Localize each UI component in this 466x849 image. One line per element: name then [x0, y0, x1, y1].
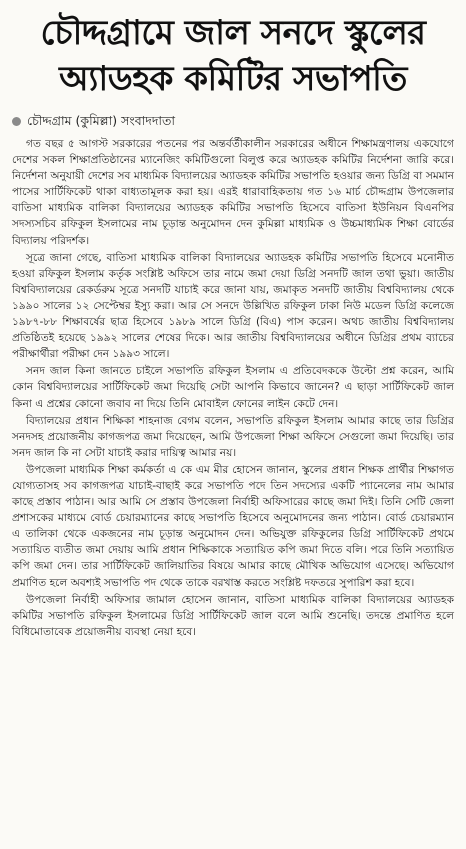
headline-line-1: চৌদ্দগ্রামে জাল সনদে স্কুলের [40, 13, 426, 53]
article-body [0, 130, 466, 640]
dateline-place: চৌদ্দগ্রাম (কুমিল্লা) [27, 113, 118, 128]
article-paragraph-3: সনদ জাল কিনা জানতে চাইলে সভাপতি রফিকুল ইসলাম এ প্রতিবেদককে উল্টো প্রশ্ন করেন, আমি কোন বিশ্ববিদ্যালয়ের সার্টিফিকেট জমা দিয়েছি সেটা আপনি কিভাবে জানেন? এ ছাড়া সার্টিফিকেট জাল কিনা এ প্রশ্নের কোনো জবাব না দিয়ে তিনি মোবাইল ফোনের লাইন কেটে দেন। [12, 365, 454, 410]
reporter-credit: সংবাদদাতা [121, 113, 176, 128]
article-paragraph-1: গত বছর ৫ আগস্ট সরকারের পতনের পর অন্তর্বর্তীকালীন সরকারের অধীনে শিক্ষামন্ত্রণালয় একযোগে দেশের সকল শিক্ষাপ্রতিষ্ঠানের ম্যানেজিং কমিটিগুলো বিলুপ্ত করে অ্যাডহক কমিটির নির্দেশনা জারি করে। নির্দেশনা অনুযায়ী দেশের সব মাধ্যমিক বিদ্যালয়ের অ্যাডহক কমিটির সভাপতি হওয়ার জন্য ডিগ্রি বা সমমান পাসের সার্টিফিকেট থাকা বাধ্যতামূলক করা হয়। এরই ধারাবাহিকতায় গত ১৬ মার্চ চৌদ্দগ্রাম উপজেলার বাতিসা মাধ্যমিক বালিকা বিদ্যালয়ের অ্যাডহক কমিটির সভাপতি হিসেবে বাতিসা ইউনিয়ন বিএনপির সদস্যসচিব রফিকুল ইসলামের নাম চূড়ান্ত অনুমোদন দেন কুমিল্লা মাধ্যমিক ও উচ্চমাধ্যমিক শিক্ষা বোর্ডের বিদ্যালয় পরিদর্শক। [12, 138, 454, 247]
article-paragraph-6: উপজেলা নির্বাহী অফিসার জামাল হোসেন জানান, বাতিসা মাধ্যমিক বালিকা বিদ্যালয়ের অ্যাডহক কমিটির সভাপতি রফিকুল ইসলামের ডিগ্রি সার্টিফিকেট জাল বলে আমি শুনেছি। তদন্তে প্রমাণিত হলে বিধিমোতাবেক প্রয়োজনীয় ব্যবস্থা নেয়া হবে। [12, 593, 454, 638]
bullet-dot-icon [12, 117, 21, 126]
headline [0, 0, 466, 102]
article-paragraph-4: বিদ্যালয়ের প্রধান শিক্ষিকা শাহনাজ বেগম বলেন, সভাপতি রফিকুল ইসলাম আমার কাছে তার ডিগ্রির সনদসহ প্রয়োজনীয় কাগজপত্র জমা দিয়েছেন, আমি উপজেলা শিক্ষা অফিসে সেগুলো জমা দিয়েছি। তার সনদ জাল কি না সেটা যাচাই করার দায়িত্ব আমার নয়। [12, 414, 454, 459]
article-paragraph-2: সূত্রে জানা গেছে, বাতিসা মাধ্যমিক বালিকা বিদ্যালয়ের অ্যাডহক কমিটির সভাপতি হিসেবে মনোনীত হওয়া রফিকুল ইসলাম কর্তৃক সংশ্লিষ্ট অফিসে তার নামে জমা দেয়া ডিগ্রি সনদটি জাল তথা ভুয়া। জাতীয় বিশ্ববিদ্যালয়ের রেকর্ডরুম সূত্রে সনদটি যাচাই করে জানা যায়, জমাকৃত সনদটি জাতীয় বিশ্ববিদ্যালয় থেকে ১৯৯০ সালের ১২ সেপ্টেম্বর ইস্যু করা। আর সে সনদে উল্লিখিত রফিকুল ঢাকা নিউ মডেল ডিগ্রি কলেজে ১৯৮৭-৮৮ শিক্ষাবর্ষের ছাত্র হিসেবে ১৯৮৯ সালে ডিগ্রি (বিএ) পাস করেন। অথচ জাতীয় বিশ্ববিদ্যালয় প্রতিষ্ঠিতই হয়েছে ১৯৯২ সালের শেষের দিকে। আর জাতীয় বিশ্ববিদ্যালয়ের অধীনে ডিগ্রির প্রথম ব্যাচের পরীক্ষার্থীরা পরীক্ষা দেন ১৯৯৩ সালে। [12, 251, 454, 361]
article-paragraph-5: উপজেলা মাধ্যমিক শিক্ষা কর্মকর্তা এ কে এম মীর হোসেন জানান, স্কুলের প্রধান শিক্ষক প্রার্থীর শিক্ষাগত যোগ্যতাসহ সব কাগজপত্র যাচাই-বাছাই করে সভাপতি পদে তিন সদস্যের একটি প্যানেলের নাম আমার কাছে প্রস্তাব পাঠান। আর আমি সে প্রস্তাব উপজেলা নির্বাহী অফিসারের কাছে জমা দিই। তিনি সেটি জেলা প্রশাসকের মাধ্যমে বোর্ড চেয়ারম্যানের কাছে সভাপতি হিসেবে অনুমোদনের জন্য পাঠান। বোর্ড চেয়ারম্যান এ তালিকা থেকে একজনের নাম চূড়ান্ত অনুমোদন দেন। অভিযুক্ত রফিকুলের ডিগ্রি সার্টিফিকেট প্রথমে সত্যায়িত ব্যতীত জমা দেয়ায় আমি প্রধান শিক্ষিকাকে সত্যায়িত কপি জমা দিতে বলি। পরে তিনি সত্যায়িত কপি জমা দেন। তার সার্টিফিকেট জালিয়াতির বিষয়ে আমার কাছে মৌখিক অভিযোগ এসেছে। অভিযোগ প্রমাণিত হলে অবশ্যই সভাপতি পদ থেকে তাকে বরখাস্ত করতে সংশ্লিষ্ট দফতরে সুপারিশ করা হবে। [12, 463, 454, 589]
headline-line-2: অ্যাডহক কমিটির সভাপতি [59, 59, 407, 99]
byline [0, 102, 466, 130]
